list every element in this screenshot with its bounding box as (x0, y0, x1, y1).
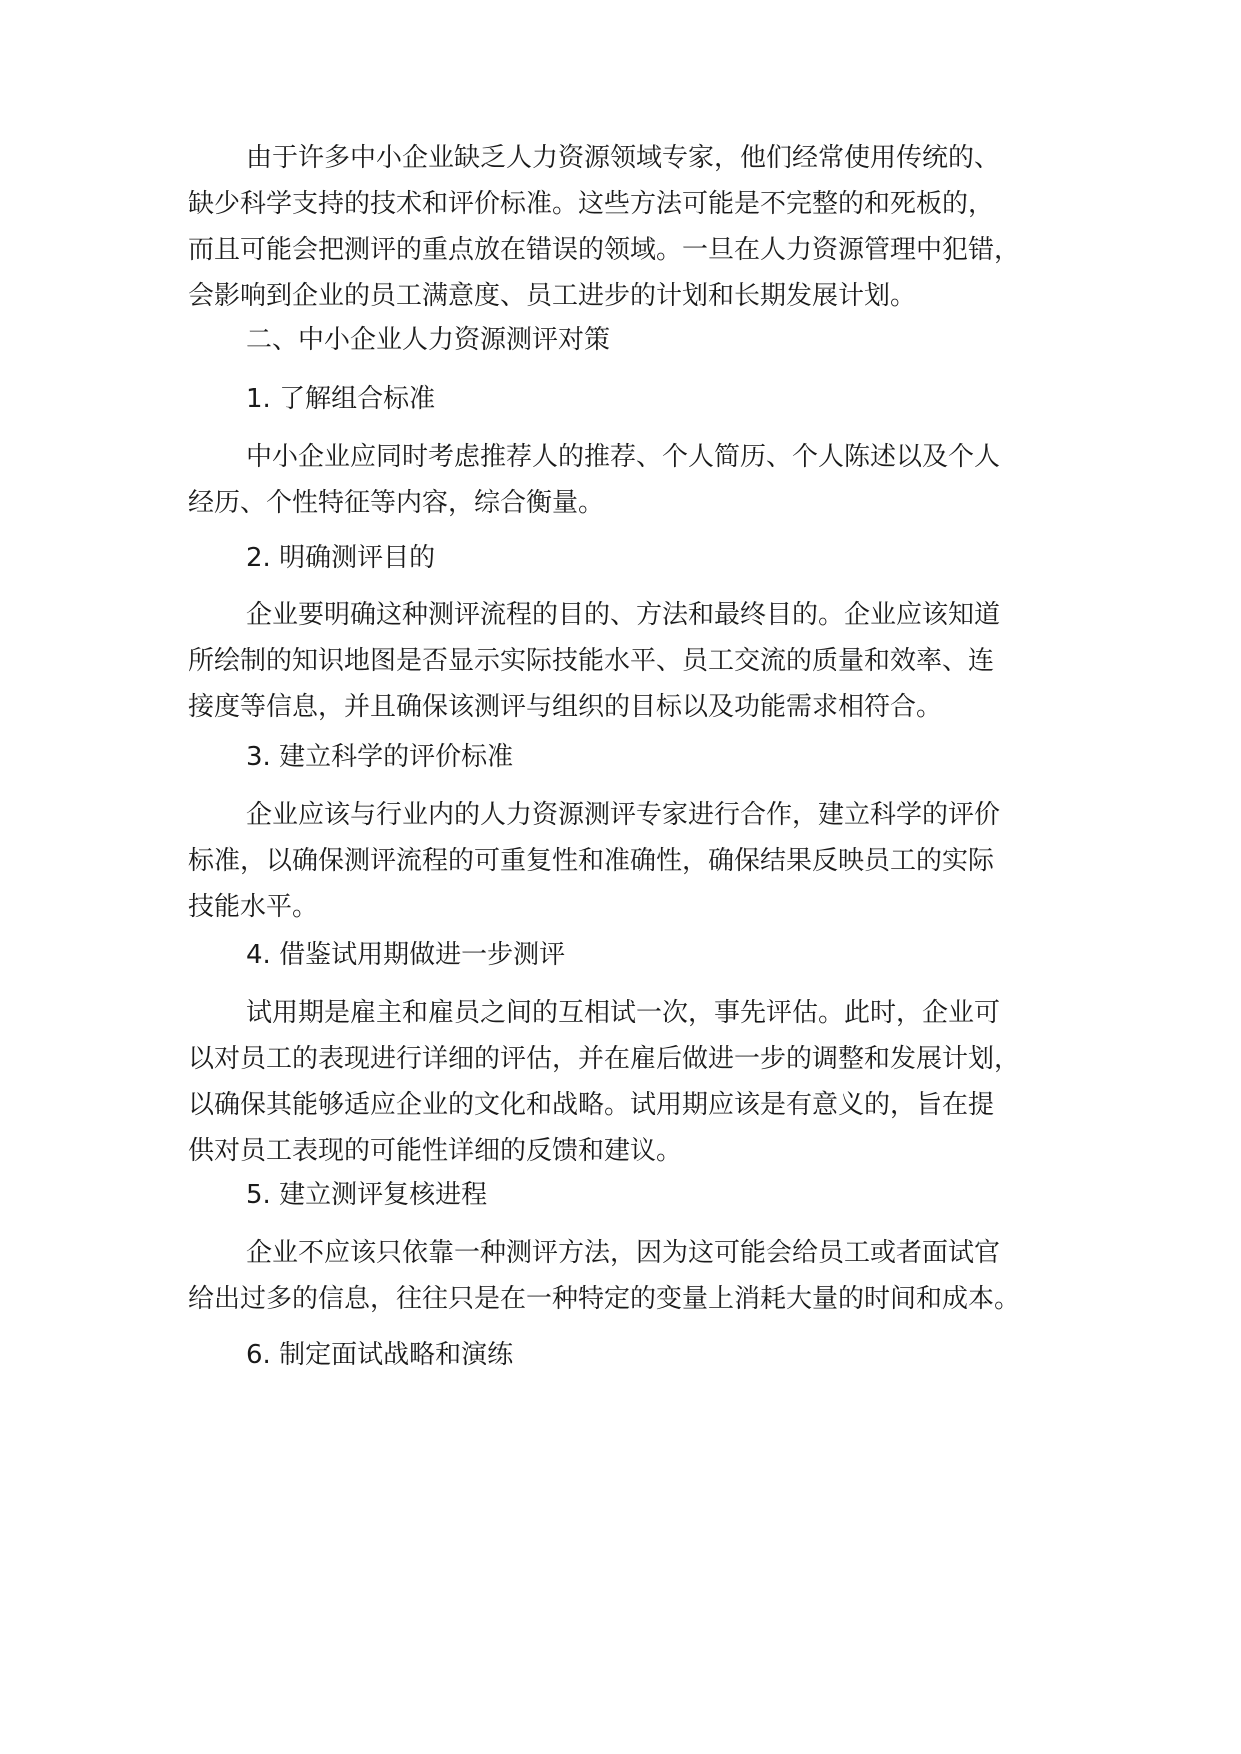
text-line: 中小企业应同时考虑推荐人的推荐、个人简历、个人陈述以及个人 (246, 442, 1001, 472)
text-line: 企业不应该只依靠一种测评方法，因为这可能会给员工或者面试官 (246, 1238, 1001, 1268)
text-line: 企业要明确这种测评流程的目的、方法和最终目的。企业应该知道 (246, 600, 1001, 630)
heading-text: 5. 建立测评复核进程 (246, 1180, 488, 1210)
text-line: 所绘制的知识地图是否显示实际技能水平、员工交流的质量和效率、连 (188, 646, 995, 676)
heading-text: 4. 借鉴试用期做进一步测评 (246, 940, 566, 970)
text-line: 给出过多的信息，往往只是在一种特定的变量上消耗大量的时间和成本。 (188, 1284, 1021, 1314)
section-heading (188, 317, 1088, 363)
paragraph-intro (188, 135, 1088, 319)
text-line: 以确保其能够适应企业的文化和战略。试用期应该是有意义的，旨在提 (188, 1090, 995, 1120)
heading-text: 6. 制定面试战略和演练 (246, 1340, 514, 1370)
text-line: 经历、个性特征等内容，综合衡量。 (188, 488, 605, 518)
heading-text: 1. 了解组合标准 (246, 384, 436, 414)
text-line: 标准，以确保测评流程的可重复性和准确性，确保结果反映员工的实际 (188, 846, 995, 876)
paragraph-1 (188, 434, 1088, 526)
text-line: 企业应该与行业内的人力资源测评专家进行合作，建立科学的评价 (246, 800, 1001, 830)
subheading-1 (188, 376, 1088, 422)
subheading-6 (188, 1332, 1088, 1378)
paragraph-3 (188, 792, 1088, 930)
text-line: 会影响到企业的员工满意度、员工进步的计划和长期发展计划。 (188, 281, 917, 311)
text-line: 由于许多中小企业缺乏人力资源领域专家，他们经常使用传统的、 (246, 143, 1001, 173)
heading-text: 3. 建立科学的评价标准 (246, 742, 514, 772)
text-line: 试用期是雇主和雇员之间的互相试一次，事先评估。此时，企业可 (246, 998, 1001, 1028)
text-line: 接度等信息，并且确保该测评与组织的目标以及功能需求相符合。 (188, 692, 943, 722)
heading-text: 2. 明确测评目的 (246, 543, 436, 573)
heading-text: 二、中小企业人力资源测评对策 (246, 325, 611, 355)
text-line: 以对员工的表现进行详细的评估，并在雇后做进一步的调整和发展计划， (188, 1044, 1021, 1074)
subheading-4 (188, 932, 1088, 978)
text-line: 技能水平。 (188, 892, 319, 922)
subheading-5 (188, 1172, 1088, 1218)
paragraph-2 (188, 592, 1088, 730)
text-line: 而且可能会把测评的重点放在错误的领域。一旦在人力资源管理中犯错， (188, 235, 1021, 265)
text-line: 缺少科学支持的技术和评价标准。这些方法可能是不完整的和死板的， (188, 189, 995, 219)
text-line: 供对员工表现的可能性详细的反馈和建议。 (188, 1136, 683, 1166)
paragraph-5 (188, 1230, 1088, 1322)
subheading-3 (188, 734, 1088, 780)
paragraph-4 (188, 990, 1088, 1174)
subheading-2 (188, 535, 1088, 581)
